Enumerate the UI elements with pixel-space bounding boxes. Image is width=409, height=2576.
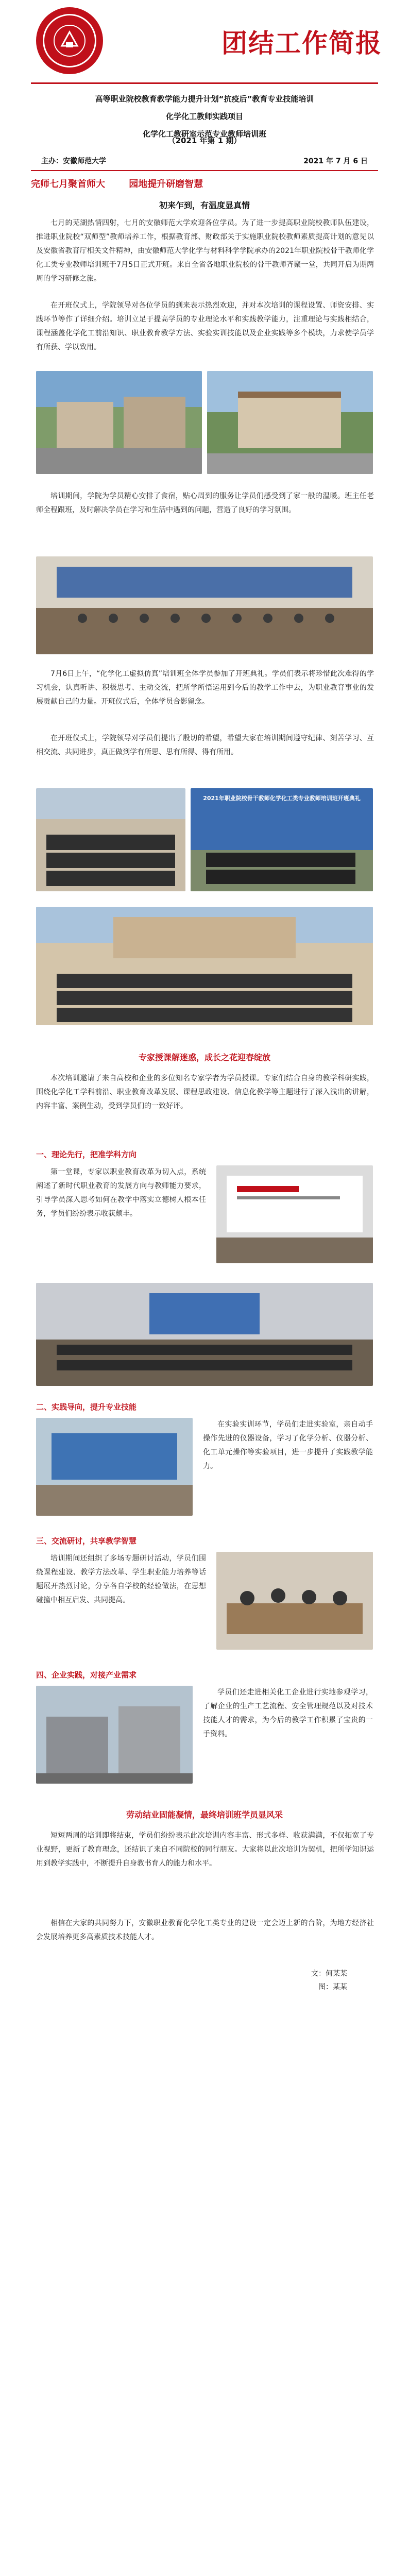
masthead-divider [31, 82, 378, 84]
factory-photo [36, 1686, 193, 1784]
paragraph: 在开班仪式上，学院领导对学员们提出了殷切的希望，希望大家在培训期间遵守纪律、刻苦学习、互相交流、共同进步，真正做到学有所思、思有所得、得有所用。 [36, 734, 374, 756]
paragraph: 在开班仪式上，学院领导对各位学员的到来表示热烈欢迎，并对本次培训的课程设置、师资安排、实践环节等作了详细介绍。培训立足于提高学员的专业理论水平和实践教学能力，注重理论与实践相结合，课程涵盖化学化工前沿知识、职业教育教学方法、实验实训技能以及企业实践等多个模块，力求使学员学有所获、学以致用。 [36, 301, 374, 351]
meeting-photo [36, 556, 373, 654]
discussion-photo [216, 1552, 373, 1650]
lecture-photo [216, 1165, 373, 1263]
masthead-brand: 团结工作简报 [221, 28, 382, 58]
campus-photo [207, 371, 373, 474]
item-title: 二、实践导向，提升专业技能 [36, 1402, 137, 1412]
banner-text: 2021年职业院校骨干教师化学化工类专业教师培训班开班典礼 [203, 795, 361, 802]
article-title-left: 完师七月聚首师大 [31, 179, 105, 190]
item-title: 四、企业实践，对接产业需求 [36, 1670, 137, 1680]
wide-group-photo [36, 907, 373, 1025]
lab-photo [36, 1418, 193, 1516]
paragraph: 短短两周的培训即将结束，学员们纷纷表示此次培训内容丰富、形式多样、收获满满，不仅拓宽了专业视野，更新了教育理念，还结识了来自不同院校的同行朋友。大家将以此次培训为契机，把所学知识运用到教学实践中，不断提升自身教书育人的能力和水平。 [36, 1832, 374, 1868]
section-heading: 劳动结业固能凝情，最终培训班学员显风采 [126, 1810, 283, 1820]
university-seal-icon [36, 7, 103, 74]
header-line: 化学化工教研室示范专业教师培训班 [142, 129, 266, 139]
article-title-right: 园地提升研磨智慧 [129, 179, 203, 190]
classroom-photo [36, 1283, 373, 1386]
issue-number: （2021 年第 1 期） [167, 136, 242, 145]
paragraph: 学员们还走进相关化工企业进行实地参观学习，了解企业的生产工艺流程、安全管理规范以及对技术技能人才的需求，为今后的教学工作积累了宝贵的一手资料。 [203, 1688, 373, 1738]
banner-group-photo [191, 788, 373, 891]
meta-divider [31, 170, 378, 171]
paragraph: 本次培训邀请了来自高校和企业的多位知名专家学者为学员授课。专家们结合自身的教学科研实践，围绕化学化工学科前沿、职业教育改革发展、课程思政建设、信息化教学等主题进行了深入浅出的讲解，内容丰富、案例生动，受到学员们的一致好评。 [36, 1074, 374, 1110]
header-line: 高等职业院校教育教学能力提升计划“抗疫后”教育专业技能培训 [95, 94, 314, 104]
paragraph: 培训期间还组织了多场专题研讨活动，学员们围绕课程建设、教学方法改革、学生职业能力培养等话题展开热烈讨论，分享各自学校的经验做法，在思想碰撞中相互启发、共同提高。 [36, 1554, 206, 1604]
photo-credit: 图：某某 [318, 1983, 347, 1991]
item-title: 三、交流研讨，共享教学智慧 [36, 1536, 137, 1546]
publish-date: 2021 年 7 月 6 日 [303, 157, 368, 165]
paragraph: 相信在大家的共同努力下，安徽职业教育化学化工类专业的建设一定会迈上新的台阶，为地方经济社会发展培养更多高素质技术技能人才。 [36, 1919, 374, 1941]
paragraph: 在实验实训环节，学员们走进实验室，亲自动手操作先进的仪器设备，学习了化学分析、仪器分析、化工单元操作等实验项目，进一步提升了实践教学能力。 [203, 1420, 373, 1470]
paragraph: 第一堂课，专家以职业教育改革为切入点，系统阐述了新时代职业教育的发展方向与教师能力要求，引导学员深入思考如何在教学中落实立德树人根本任务，学员们纷纷表示收获颇丰。 [36, 1168, 206, 1218]
section-heading: 初来乍到，有温度显真情 [159, 200, 250, 210]
paragraph: 七月的芜湖热情四射，七月的安徽师范大学欢迎各位学员。为了进一步提高职业院校教师队伍建设，推进职业院校“双师型”教师培养工作，根据教育部、财政部关于实施职业院校教师素质提高计划的意见以及安徽省教育厅相关文件精神，由安徽师范大学化学与材料科学学院承办的2021年职业院校骨干教师化学化工类专业教师培训班于7月5日正式开班。来自全省各地职业院校的骨干教师齐聚一堂，共同开启为期两周的学习研修之旅。 [36, 219, 374, 283]
sponsor: 主办：安徽师范大学 [41, 157, 106, 165]
masthead [36, 7, 382, 79]
item-title: 一、理论先行，把准学科方向 [36, 1150, 137, 1159]
header-line: 化学化工教师实践项目 [165, 112, 243, 121]
campus-photo [36, 371, 202, 474]
article-title [31, 177, 378, 190]
paragraph: 7月6日上午，“化学化工虚拟仿真”培训班全体学员参加了开班典礼。学员们表示将珍惜此次难得的学习机会，认真听讲、积极思考、主动交流，把所学所悟运用到今后的教学工作中去，为职业教育事业的发展贡献自己的力量。开班仪式后，全体学员合影留念。 [36, 670, 374, 706]
paragraph: 培训期间，学院为学员精心安排了食宿，贴心周到的服务让学员们感受到了家一般的温暖。班主任老师全程跟班，及时解决学员在学习和生活中遇到的问题，营造了良好的学习氛围。 [36, 492, 374, 514]
meta-row [41, 156, 368, 168]
group-photo [36, 788, 185, 891]
section-heading: 专家授课解迷惑，成长之花迎春绽放 [138, 1053, 270, 1062]
author-credit: 文：何某某 [311, 1970, 347, 1978]
